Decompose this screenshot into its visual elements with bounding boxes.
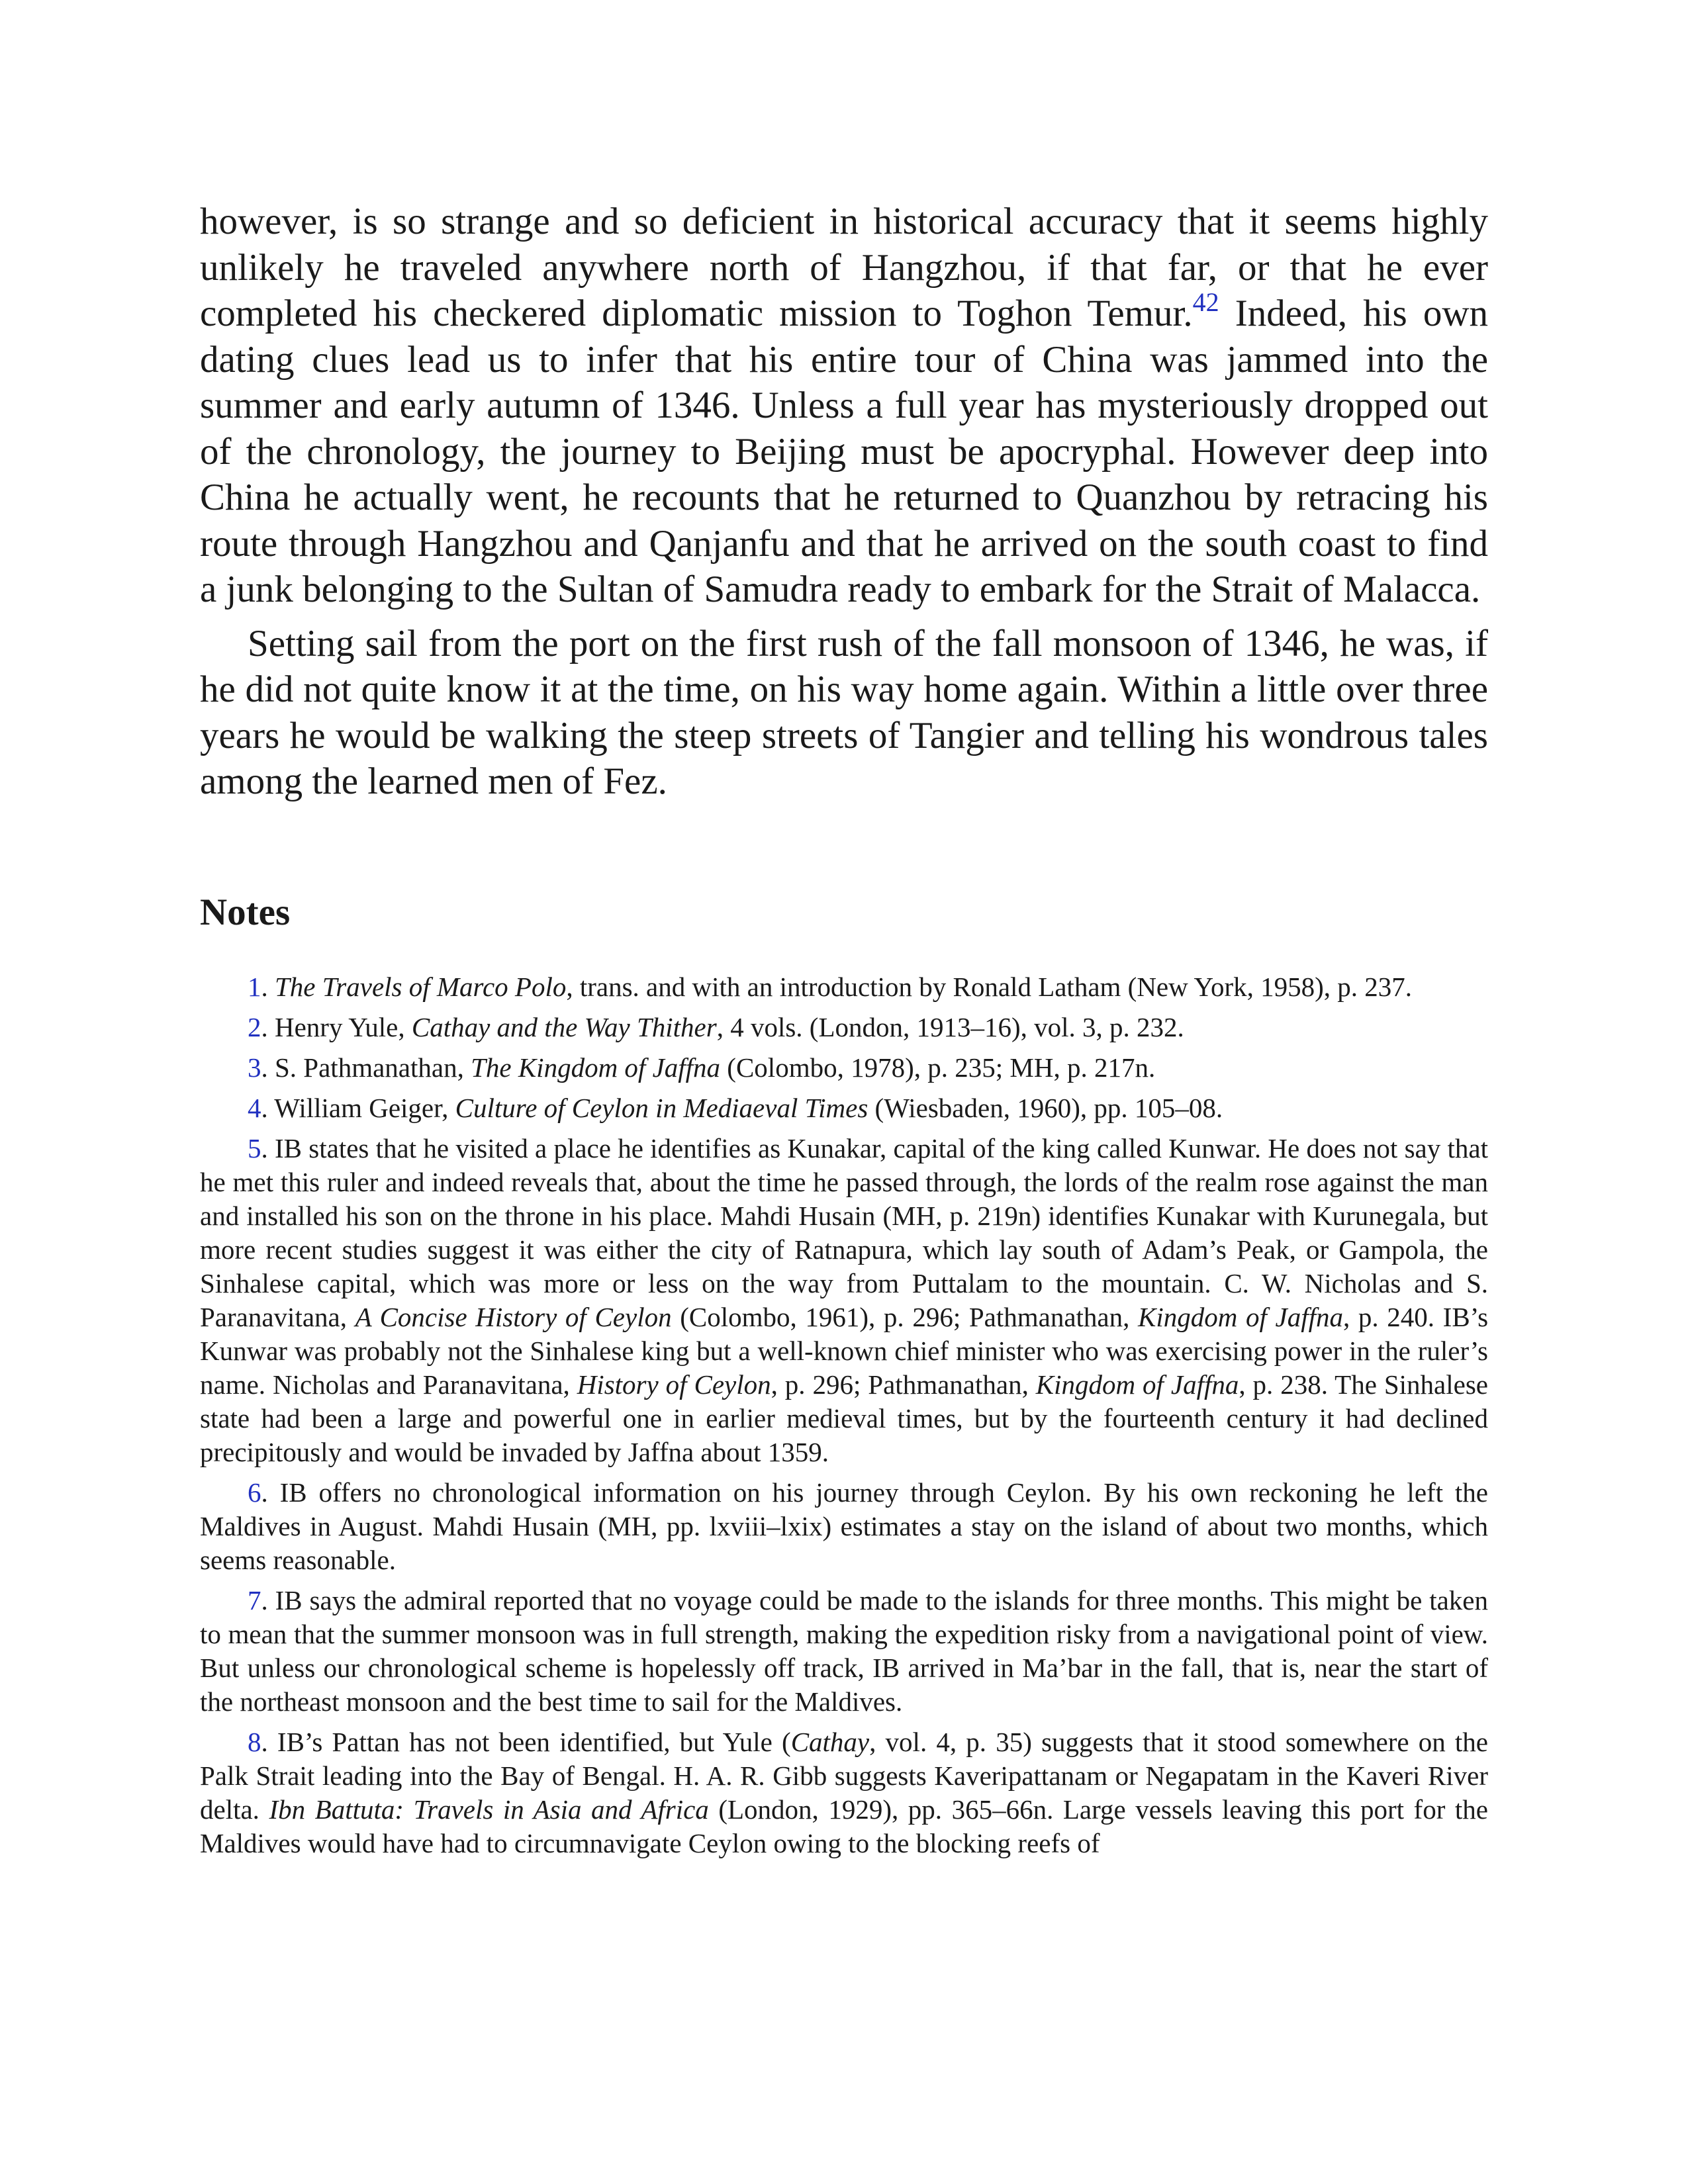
note-6 (200, 1476, 1488, 1577)
note-number-link[interactable]: 2 (248, 1011, 261, 1042)
note-text: , p. 240. IB’s Kunwar was probably not the Sinhalese king but a well-known chief minister who was exercising power in the ruler’s name. Nicholas and Paranavitana, (200, 1301, 1489, 1400)
note-text: . IB states that he visited a place he identifies as Kunakar, capital of the king called Kunwar. He does not say that he met this ruler and indeed reveals that, about the time he passed through, the lords of the realm rose against the man and installed his son on the throne in his place. Mahdi Husain (MH, p. 219n) identifies Kunakar with Kurunegala, but more recent studies suggest it was either the city of Ratnapura, which lay south of Adam’s Peak, or Gampola, the Sinhalese capital, which was more or less on the way from Puttalam to the mountain. C. W. Nicholas and S. Paranavitana, (200, 1132, 1488, 1332)
paragraph-1-text-a: however, is so strange and so deficient in historical accuracy that it seems highly unlikely he traveled anywhere north of Hangzhou, if that far, or that he ever completed his checkered diplomatic mission to Toghon Temur. (200, 201, 1488, 334)
note-title-italic: Kingdom of Jaffna (1035, 1369, 1239, 1400)
note-text: . William Geiger, (261, 1092, 455, 1123)
note-title-italic: A Concise History of Ceylon (355, 1301, 672, 1332)
note-number-link[interactable]: 5 (248, 1132, 261, 1163)
note-text: (Wiesbaden, 1960), pp. 105–08. (868, 1092, 1223, 1123)
note-number-link[interactable]: 8 (248, 1726, 261, 1757)
body-paragraph-1 (200, 199, 1488, 613)
paragraph-1-text-b: Indeed, his own dating clues lead us to infer that his entire tour of China was jammed into the summer and early autumn of 1346. Unless a full year has mysteriously dropped out of the chronology, the journey to Beijing must be apocryphal. However deep into China he actually went, he recounts that he returned to Quanzhou by retracing his route through Hangzhou and Qanjanfu and that he arrived on the south coast to find a junk belonging to the Sultan of Samudra ready to embark for the Strait of Malacca. (200, 293, 1488, 610)
notes-list (200, 970, 1488, 1860)
note-title-italic: The Kingdom of Jaffna (471, 1052, 721, 1083)
note-4 (200, 1091, 1488, 1125)
note-5 (200, 1132, 1488, 1469)
note-text: (London, 1929), pp. 365–66n. Large vessels leaving this port for the Maldives would have had to circumnavigate Ceylon owing to the blocking reefs of (200, 1794, 1488, 1858)
note-text: (Colombo, 1978), p. 235; MH, p. 217n. (720, 1052, 1156, 1083)
note-number-link[interactable]: 4 (248, 1092, 261, 1123)
notes-heading: Notes (200, 891, 291, 933)
note-text: (Colombo, 1961), p. 296; Pathmanathan, (671, 1301, 1139, 1332)
note-7 (200, 1584, 1488, 1719)
note-title-italic: Culture of Ceylon in Mediaeval Times (455, 1092, 868, 1123)
note-text: . IB offers no chronological information on his journey through Ceylon. By his own reckoning he left the Maldives in August. Mahdi Husain (MH, pp. lxviii–lxix) estimates a stay on the island of about two months, which seems reasonable. (200, 1477, 1488, 1575)
body-paragraph-2: Setting sail from the port on the first rush of the fall monsoon of 1346, he was, if he did not quite know it at the time, on his way home again. Within a little over three years he would be walking the steep streets of Tangier and telling his wondrous tales among the learned men of Fez. (200, 622, 1488, 802)
note-text: . IB’s Pattan has not been identified, but Yule ( (261, 1726, 791, 1757)
note-3 (200, 1051, 1488, 1085)
note-title-italic: Cathay (790, 1726, 870, 1757)
note-number-link[interactable]: 1 (248, 971, 261, 1002)
note-text: . S. Pathmanathan, (261, 1052, 471, 1083)
note-text: . (261, 971, 275, 1002)
note-1 (200, 970, 1488, 1004)
note-title-italic: History of Ceylon (577, 1369, 771, 1400)
note-8 (200, 1725, 1488, 1860)
note-title-italic: Kingdom of Jaffna (1138, 1301, 1344, 1332)
note-number-link[interactable]: 7 (248, 1584, 261, 1615)
footnote-ref-42[interactable]: 42 (1192, 287, 1219, 317)
page (200, 199, 1488, 1867)
note-text: , p. 238. The Sinhalese state had been a large and powerful one in earlier medieval times, but by the fourteenth century it had declined precipitously and would be invaded by Jaffna about 1359. (200, 1369, 1488, 1467)
note-text: , 4 vols. (London, 1913–16), vol. 3, p. 232. (716, 1011, 1184, 1042)
note-2 (200, 1011, 1488, 1044)
note-number-link[interactable]: 6 (248, 1477, 261, 1508)
note-text: , vol. 4, p. 35) suggests that it stood somewhere on the Palk Strait leading into the Bay of Bengal. H. A. R. Gibb suggests Kaveripattanam or Negapatam in the Kaveri River delta. (200, 1726, 1489, 1825)
note-text: . Henry Yule, (261, 1011, 412, 1042)
note-text: , p. 296; Pathmanathan, (771, 1369, 1036, 1400)
note-title-italic: Ibn Battuta: Travels in Asia and Africa (269, 1794, 709, 1825)
note-number-link[interactable]: 3 (248, 1052, 261, 1083)
note-title-italic: The Travels of Marco Polo (275, 971, 567, 1002)
note-text: , trans. and with an introduction by Ronald Latham (New York, 1958), p. 237. (566, 971, 1413, 1002)
note-title-italic: Cathay and the Way Thither (411, 1011, 717, 1042)
note-text: . IB says the admiral reported that no voyage could be made to the islands for three months. This might be taken to mean that the summer monsoon was in full strength, making the expedition risky from a navigational point of view. But unless our chronological scheme is hopelessly off track, IB arrived in Ma’bar in the fall, that is, near the start of the northeast monsoon and the best time to sail for the Maldives. (200, 1584, 1488, 1717)
